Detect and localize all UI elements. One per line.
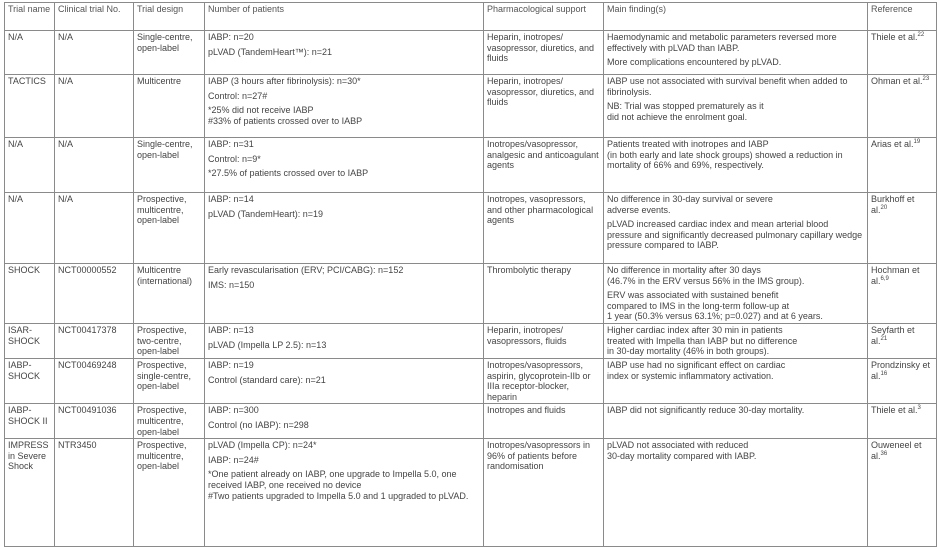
header-trial-design: Trial design	[134, 3, 205, 31]
cell-number-of-patients	[205, 193, 484, 264]
cell-paragraph: IABP: n=13	[208, 324, 254, 335]
cell-paragraph: Control (standard care): n=21	[208, 374, 326, 385]
header-row	[5, 3, 937, 31]
cell-trial-design: Prospective, multicentre, open-label	[134, 404, 205, 439]
cell-trial-name: SHOCK	[5, 264, 55, 324]
cell-trial-design: Multicentre	[134, 75, 205, 138]
cell-reference	[868, 31, 937, 75]
cell-trial-name: N/A	[5, 138, 55, 193]
cell-clinical-trial-no: N/A	[55, 138, 134, 193]
cell-reference	[868, 138, 937, 193]
cell-pharmacological-support: Inotropes/vasopressors, aspirin, glycoprotein-IIb or IIIa receptor-blocker, heparin	[484, 358, 604, 403]
cell-pharmacological-support: Heparin, inotropes/ vasopressors, fluids	[484, 323, 604, 358]
cell-number-of-patients	[205, 358, 484, 403]
reference-text: Prondzinsky et al.	[871, 359, 931, 381]
cell-number-of-patients	[205, 138, 484, 193]
reference-text: Thiele et al.	[871, 405, 918, 416]
cell-paragraph: NB: Trial was stopped prematurely as it did not achieve the enrolment goal.	[607, 101, 764, 122]
cell-paragraph: IABP use not associated with survival benefit when added to fibrinolysis.	[607, 76, 848, 97]
reference-citation: 6,9	[880, 275, 889, 282]
cell-trial-design: Single-centre, open-label	[134, 31, 205, 75]
reference-text: Thiele et al.	[871, 32, 918, 42]
cell-paragraph: No difference in mortality after 30 days (46.7% in the ERV versus 56% in the IMS group).	[607, 265, 805, 286]
header-main-findings: Main finding(s)	[604, 3, 868, 31]
reference-text: Seyfarth et al.	[871, 324, 915, 346]
cell-trial-design: Prospective, multicentre, open-label	[134, 439, 205, 547]
cell-paragraph: More complications encountered by pLVAD.	[607, 57, 782, 68]
cell-paragraph: pLVAD (TandemHeart): n=19	[208, 208, 323, 219]
cell-trial-design: Prospective, single-centre, open-label	[134, 358, 205, 403]
cell-reference	[868, 323, 937, 358]
cell-trial-name: IABP-SHOCK II	[5, 404, 55, 439]
cell-trial-design: Prospective, multicentre, open-label	[134, 193, 205, 264]
cell-pharmacological-support: Heparin, inotropes/ vasopressor, diuretics, and fluids	[484, 75, 604, 138]
cell-pharmacological-support: Inotropes, vasopressors, and other pharmacological agents	[484, 193, 604, 264]
cell-number-of-patients	[205, 75, 484, 138]
cell-reference	[868, 264, 937, 324]
cell-trial-name: IMPRESS in Severe Shock	[5, 439, 55, 547]
cell-pharmacological-support: Heparin, inotropes/ vasopressor, diuretics, and fluids	[484, 31, 604, 75]
cell-paragraph: ERV was associated with sustained benefit compared to IMS in the long-term follow-up at 1 year (50.3% versus 63.1%; p=0.027) and at 6 years.	[607, 290, 823, 322]
cell-paragraph: *25% did not receive IABP #33% of patients crossed over to IABP	[208, 105, 363, 126]
cell-reference	[868, 193, 937, 264]
cell-reference	[868, 404, 937, 439]
cell-trial-name: IABP-SHOCK	[5, 358, 55, 403]
cell-paragraph: Control: n=9*	[208, 153, 261, 164]
cell-main-findings	[604, 323, 868, 358]
cell-paragraph: pLVAD (Impella CP): n=24*	[208, 440, 317, 451]
reference-citation: 16	[880, 370, 888, 377]
reference-citation: 19	[913, 139, 921, 145]
cell-number-of-patients	[205, 323, 484, 358]
cell-main-findings	[604, 358, 868, 403]
cell-paragraph: IABP use had no significant effect on cardiac index or systemic inflammatory activation.	[607, 359, 786, 381]
cell-pharmacological-support: Inotropes and fluids	[484, 404, 604, 439]
reference-text: Hochman et al.	[871, 265, 920, 286]
table-row	[5, 264, 937, 324]
cell-paragraph: IABP (3 hours after fibrinolysis): n=30*	[208, 76, 361, 86]
cell-trial-name: N/A	[5, 193, 55, 264]
cell-reference	[868, 439, 937, 547]
cell-trial-name: N/A	[5, 31, 55, 75]
table-row	[5, 323, 937, 358]
header-pharmacological-support: Pharmacological support	[484, 3, 604, 31]
cell-pharmacological-support: Thrombolytic therapy	[484, 264, 604, 324]
cell-clinical-trial-no: NCT00417378	[55, 323, 134, 358]
cell-paragraph: Patients treated with inotropes and IABP (in both early and late shock groups) showed a reduction in mortality of 66% and 69%, respectively.	[607, 139, 843, 171]
cell-clinical-trial-no: NTR3450	[55, 439, 134, 547]
table-row	[5, 439, 937, 547]
cell-paragraph: Higher cardiac index after 30 min in patients treated with Impella than IABP but no difference in 30-day mortality (46% in both groups).	[607, 324, 798, 357]
cell-paragraph: IABP: n=20	[208, 32, 254, 42]
reference-text: Ohman et al.	[871, 76, 923, 86]
cell-pharmacological-support: Inotropes/vasopressor, analgesic and anticoagulant agents	[484, 138, 604, 193]
cell-paragraph: IMS: n=150	[208, 279, 255, 290]
cell-paragraph: pLVAD not associated with reduced 30-day mortality compared with IABP.	[607, 440, 757, 461]
reference-text: Arias et al.	[871, 139, 914, 149]
table-row	[5, 138, 937, 193]
cell-paragraph: IABP: n=24#	[208, 454, 259, 465]
reference-citation: 20	[880, 204, 888, 211]
cell-number-of-patients	[205, 404, 484, 439]
reference-citation: 23	[922, 76, 930, 82]
cell-main-findings	[604, 31, 868, 75]
cell-paragraph: Haemodynamic and metabolic parameters reversed more effectively with pLVAD than IABP.	[607, 32, 837, 53]
reference-citation: 36	[880, 450, 888, 457]
cell-paragraph: No difference in 30-day survival or severe adverse events.	[607, 194, 773, 215]
cell-paragraph: Control: n=27#	[208, 90, 268, 101]
cell-clinical-trial-no: N/A	[55, 31, 134, 75]
trials-table	[4, 2, 937, 547]
header-trial-name: Trial name	[5, 3, 55, 31]
cell-paragraph: pLVAD (Impella LP 2.5): n=13	[208, 339, 327, 350]
cell-paragraph: IABP: n=14	[208, 194, 254, 204]
reference-text: Ouweneel et al.	[871, 440, 922, 461]
cell-paragraph: pLVAD increased cardiac index and mean arterial blood pressure and significantly decreased pulmonary capillary wedge pressure compared to IABP.	[607, 219, 863, 251]
cell-clinical-trial-no: NCT00491036	[55, 404, 134, 439]
cell-number-of-patients	[205, 264, 484, 324]
header-reference: Reference	[868, 3, 937, 31]
reference-citation: 3	[917, 405, 921, 412]
cell-trial-name: ISAR-SHOCK	[5, 323, 55, 358]
cell-paragraph: *27.5% of patients crossed over to IABP	[208, 168, 369, 179]
cell-main-findings	[604, 264, 868, 324]
cell-paragraph: *One patient already on IABP, one upgrade to Impella 5.0, one received IABP, one received no device #Two patients upgraded to Impella 5.0 and 1 upgraded to pLVAD.	[208, 469, 469, 501]
cell-trial-design: Multicentre (international)	[134, 264, 205, 324]
cell-trial-design: Prospective, two-centre, open-label	[134, 323, 205, 358]
table-row	[5, 75, 937, 138]
cell-paragraph: pLVAD (TandemHeart™): n=21	[208, 46, 332, 57]
cell-trial-name: TACTICS	[5, 75, 55, 138]
cell-clinical-trial-no: N/A	[55, 75, 134, 138]
reference-citation: 21	[880, 335, 888, 342]
cell-reference	[868, 75, 937, 138]
cell-paragraph: IABP: n=31	[208, 139, 254, 149]
header-number-of-patients: Number of patients	[205, 3, 484, 31]
table-row	[5, 404, 937, 439]
cell-number-of-patients	[205, 31, 484, 75]
cell-pharmacological-support: Inotropes/vasopressors in 96% of patients before randomisation	[484, 439, 604, 547]
cell-clinical-trial-no: N/A	[55, 193, 134, 264]
reference-text: Burkhoff et al.	[871, 194, 915, 215]
table-row	[5, 31, 937, 75]
table-row	[5, 358, 937, 403]
cell-main-findings	[604, 75, 868, 138]
cell-reference	[868, 358, 937, 403]
cell-paragraph: Early revascularisation (ERV; PCI/CABG): n=152	[208, 265, 404, 275]
header-clinical-trial-no: Clinical trial No.	[55, 3, 134, 31]
cell-main-findings	[604, 138, 868, 193]
cell-clinical-trial-no: NCT00000552	[55, 264, 134, 324]
cell-paragraph: Control (no IABP): n=298	[208, 419, 309, 430]
reference-citation: 22	[917, 32, 925, 38]
cell-paragraph: IABP: n=300	[208, 405, 259, 416]
cell-main-findings	[604, 193, 868, 264]
cell-paragraph: IABP did not significantly reduce 30-day mortality.	[607, 405, 805, 416]
cell-number-of-patients	[205, 439, 484, 547]
table-row	[5, 193, 937, 264]
cell-main-findings	[604, 404, 868, 439]
cell-paragraph: IABP: n=19	[208, 359, 254, 370]
cell-main-findings	[604, 439, 868, 547]
cell-clinical-trial-no: NCT00469248	[55, 358, 134, 403]
cell-trial-design: Single-centre, open-label	[134, 138, 205, 193]
